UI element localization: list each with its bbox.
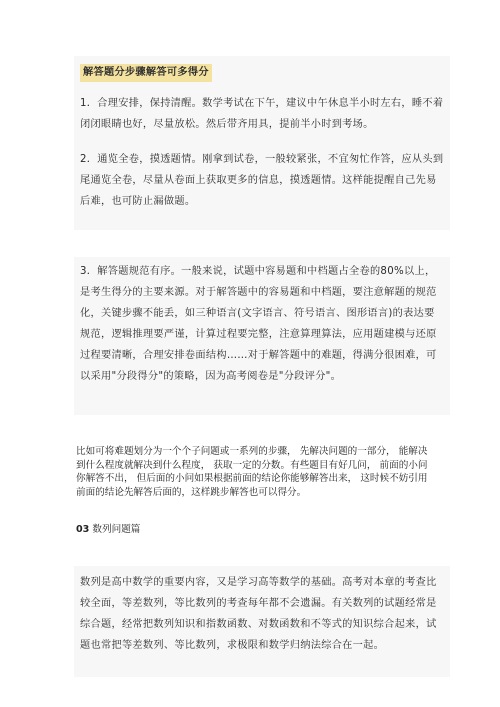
tip-paragraph-2: 2．通览全卷，摸透题情。刚拿到试卷，一般较紧张，不宜匆忙作答，应从头到尾通览全卷，尽量从卷面上获取更多的信息，摸透题情。这样能提醒自己先易后难，也可防止漏做题。 (80, 154, 444, 207)
highlighted-heading: 解答题分步骤解答可多得分 (80, 64, 212, 82)
tip-paragraph-3: 3．解答题规范有序。一般来说，试题中容易题和中档题占全卷的80%以上，是考生得分的主要来源。对于解答题中的容易题和中档题，要注意解题的规范化，关键步骤不能丢，如三种语言(文字语言、符号语言、图形语言)的表达要规范，逻辑推理要严谨，计算过程要完整，注意算理算法，应用题建模与还原过程要清晰，合理安排卷面结构……对于解答题中的难题，得满分很困难，可以采用"分段得分"的策略，因为高考阅卷是"分段评分"。 (80, 266, 437, 382)
section-number: 03 (76, 524, 90, 535)
tip-paragraph-1: 1．合理安排，保持清醒。数学考试在下午，建议中午休息半小时左右，睡不着闭闭眼睛也好，尽量放松。然后带齐用具，提前半小时到考场。 (80, 98, 444, 130)
section-title (76, 521, 140, 535)
tips-screenshot-2 (74, 257, 450, 415)
sequence-screenshot (74, 566, 450, 677)
body-paragraph: 比如可将难题划分为一个个子问题或一系列的步骤， 先解决问题的一部分， 能解决到什么程度就解决到什么程度， 获取一定的分数。有些题目有好几问， 前面的小问你解答不出， 但后面的小问如果根据前面的结论你能够解答出来， 这时候不妨引用前面的结论先解答后面的，这样跳步解答也可以得分。 (76, 446, 428, 498)
section-title-text: 数列问题篇 (92, 524, 141, 535)
tips-screenshot-1 (74, 56, 450, 230)
sequence-paragraph: 数列是高中数学的重要内容，又是学习高等数学的基础。高考对本章的考查比较全面，等差数列，等比数列的考查每年都不会遗漏。有关数列的试题经常是综合题，经常把数列知识和指数函数、对数函数和不等式的知识综合起来，试题也常把等差数列、等比数列，求极限和数学归纳法综合在一起。 (80, 577, 437, 651)
